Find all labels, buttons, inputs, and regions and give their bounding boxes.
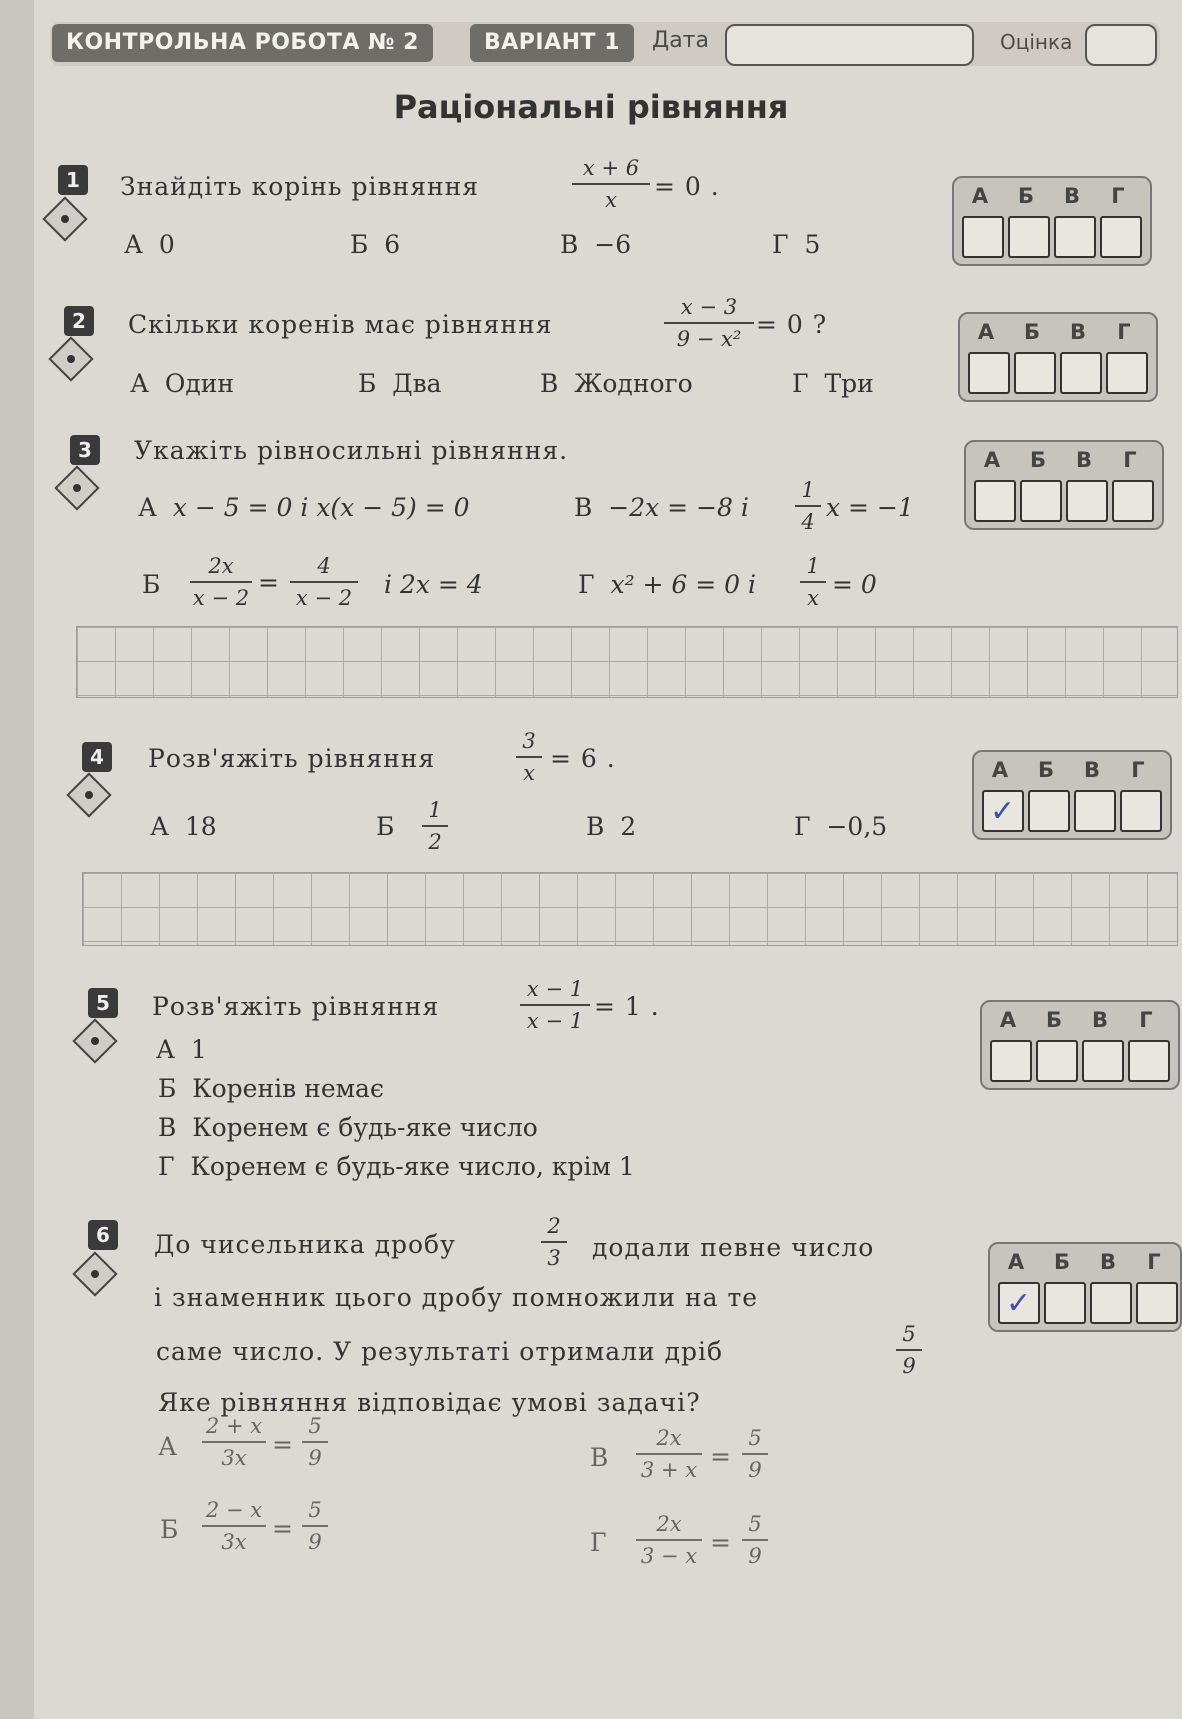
option-tail: x = −1 [826,493,914,522]
option-value: −0,5 [826,812,888,841]
option-letter: Г [578,570,595,599]
answer-box[interactable] [968,352,1010,394]
grade-label: Оцінка [1000,30,1073,54]
fraction-numerator: 2 [547,1214,561,1238]
answer-box[interactable] [962,216,1004,258]
answer-box[interactable] [1008,216,1050,258]
answer-letter: Г [1131,758,1145,782]
answer-letter: Б [1023,320,1040,344]
option-letter: А [158,1432,177,1461]
option-value: 5 [804,230,821,259]
option-letter: Г [794,812,811,841]
answer-box[interactable] [1112,480,1154,522]
checkmark-icon: ✓ [990,794,1016,829]
fraction-denominator: x [605,188,617,212]
option-letter: А [138,493,157,522]
answer-box[interactable] [1082,1040,1124,1082]
test-label: КОНТРОЛЬНА РОБОТА № 2 [52,24,433,62]
fraction-numerator: 2 − x [205,1498,263,1522]
question-text: Розв'яжіть рівняння [152,992,440,1021]
answer-grid [964,440,1164,530]
answer-letter: Б [1045,1008,1062,1032]
fraction-denominator: 9 [748,1544,762,1568]
fraction [795,476,821,536]
question-text-line: додали певне число [592,1233,875,1262]
option-letter: В [590,1443,609,1472]
answer-grid [980,1000,1180,1090]
fraction-numerator: 4 [317,554,331,578]
option-letter: В [158,1113,177,1142]
fraction-denominator: 3 [547,1246,561,1270]
fraction-numerator: 2 + x [205,1414,263,1438]
equation-tail: = 0 . [654,172,720,201]
fraction-numerator: 3 [522,729,536,753]
option-letter: Б [158,1074,177,1103]
checkmark-icon: ✓ [1006,1286,1032,1321]
answer-box[interactable] [990,1040,1032,1082]
answer-box[interactable] [1028,790,1070,832]
equation-tail: = 0 ? [756,310,828,339]
option-letter: Б [376,812,395,841]
option-letter: Г [772,230,789,259]
answer-box[interactable] [982,790,1024,832]
answer-box[interactable] [998,1282,1040,1324]
question-number-badge: 1 [58,165,88,195]
question-text: Розв'яжіть рівняння [148,744,436,773]
answer-letter: В [1099,1250,1116,1274]
fraction-numerator: 5 [308,1414,322,1438]
answer-letter: В [1091,1008,1108,1032]
option-value: −2x = −8 і [608,493,749,522]
fraction-denominator: 3x [221,1530,247,1554]
answer-box[interactable] [1060,352,1102,394]
option-letter: А [156,1035,175,1064]
fraction [636,1510,702,1570]
option-letter: Б [142,570,161,599]
work-grid[interactable] [76,626,1178,698]
answer-letter: А [999,1008,1017,1032]
fraction [541,1212,567,1272]
answer-box[interactable] [974,480,1016,522]
answer-box[interactable] [1136,1282,1178,1324]
fraction [302,1412,328,1472]
option-letter: В [586,812,605,841]
answer-box[interactable] [1036,1040,1078,1082]
answer-letter: А [977,320,995,344]
question-number-badge: 4 [82,742,112,772]
answer-box[interactable] [1074,790,1116,832]
option-letter: А [124,230,143,259]
option-letter: Б [350,230,369,259]
fraction-denominator: x − 1 [526,1009,584,1033]
option-value: Один [164,369,235,398]
page-title: Раціональні рівняння [393,88,789,126]
answer-grid [972,750,1172,840]
answer-letter: Б [1053,1250,1070,1274]
fraction [290,552,358,612]
answer-letter: Г [1123,448,1137,472]
answer-letter: В [1069,320,1086,344]
fraction-numerator: 5 [748,1512,762,1536]
date-label: Дата [652,28,709,53]
fraction-numerator: 1 [806,554,820,578]
fraction-denominator: 9 [308,1446,322,1470]
option-tail: і 2x = 4 [384,570,483,599]
answer-box[interactable] [1066,480,1108,522]
fraction-denominator: x [807,586,819,610]
fraction [302,1496,328,1556]
fraction [572,154,650,214]
option-value: Коренем є будь-яке число, крім 1 [190,1152,635,1181]
question-text: Скільки коренів має рівняння [128,310,553,339]
fraction-numerator: 5 [748,1426,762,1450]
fraction-denominator: 3 − x [640,1544,698,1568]
question-number-badge: 3 [70,435,100,465]
fraction-denominator: 9 − x² [676,327,742,351]
answer-letter: Б [1037,758,1054,782]
fraction [520,975,590,1035]
answer-box[interactable] [1120,790,1162,832]
fraction-denominator: 9 [308,1530,322,1554]
answer-grid [952,176,1152,266]
option-letter: Г [158,1152,175,1181]
fraction [742,1510,768,1570]
option-letter: Б [160,1515,179,1544]
fraction [190,552,252,612]
answer-box[interactable] [1054,216,1096,258]
option-value: 1 [190,1035,207,1064]
option-value: 0 [158,230,175,259]
fraction-numerator: 2x [656,1512,682,1536]
fraction-denominator: 9 [748,1458,762,1482]
grade-field[interactable] [1085,24,1157,66]
fraction [516,727,542,787]
fraction [742,1424,768,1484]
equals-sign: = [258,568,279,597]
equation-tail: = 6 . [550,744,616,773]
option-letter: А [130,369,149,398]
fraction-numerator: x − 1 [526,977,584,1001]
answer-letter: Г [1117,320,1131,344]
answer-letter: Б [1029,448,1046,472]
option-letter: В [560,230,579,259]
answer-letter: В [1075,448,1092,472]
option-value: −6 [594,230,632,259]
fraction-numerator: 1 [428,798,442,822]
question-text-line: саме число. У результаті отримали дріб [156,1337,724,1366]
option-value: 18 [184,812,217,841]
answer-letter: В [1083,758,1100,782]
date-field[interactable] [725,24,974,66]
option-letter: Г [792,369,809,398]
option-value: x − 5 = 0 і x(x − 5) = 0 [172,493,470,522]
fraction-denominator: 4 [801,510,815,534]
question-number-badge: 5 [88,988,118,1018]
option-value: 6 [384,230,401,259]
option-letter: Г [590,1528,607,1557]
answer-box[interactable] [1020,480,1062,522]
answer-letter: А [971,184,989,208]
answer-letter: А [991,758,1009,782]
option-tail: = 0 [832,570,877,599]
answer-grid [988,1242,1182,1332]
answer-letter: Г [1139,1008,1153,1032]
variant-label: ВАРІАНТ 1 [470,24,634,62]
fraction-numerator: 5 [308,1498,322,1522]
fraction [636,1424,702,1484]
fraction-numerator: x + 6 [582,156,640,180]
fraction-denominator: x [523,761,535,785]
fraction [800,552,826,612]
option-letter: Б [358,369,377,398]
question-text: Укажіть рівносильні рівняння. [134,436,569,465]
fraction-numerator: 2x [656,1426,682,1450]
option-value: 2 [620,812,637,841]
fraction-denominator: 3x [221,1446,247,1470]
fraction-numerator: x − 3 [680,295,738,319]
answer-box[interactable] [1090,1282,1132,1324]
answer-letter: Г [1147,1250,1161,1274]
question-text: Знайдіть корінь рівняння [120,172,480,201]
fraction-numerator: 5 [902,1322,916,1346]
question-text-line: Яке рівняння відповідає умові задачі? [158,1388,701,1417]
answer-box[interactable] [1128,1040,1170,1082]
fraction-numerator: 1 [801,478,815,502]
question-number-badge: 2 [64,306,94,336]
question-number-badge: 6 [88,1220,118,1250]
fraction [202,1412,266,1472]
fraction-numerator: 2x [208,554,234,578]
option-letter: А [150,812,169,841]
option-value: Жодного [574,369,693,398]
option-value: Два [392,369,442,398]
fraction [202,1496,266,1556]
fraction-denominator: 2 [428,830,442,854]
equation-tail: = 1 . [594,992,660,1021]
option-letter: В [574,493,593,522]
fraction-denominator: 3 + x [640,1458,698,1482]
answer-box[interactable] [1014,352,1056,394]
option-value: Три [824,369,874,398]
answer-grid [958,312,1158,402]
option-value: Коренем є будь-яке число [192,1113,538,1142]
option-value: Коренів немає [192,1074,384,1103]
option-value: x² + 6 = 0 і [610,570,757,599]
answer-letter: В [1063,184,1080,208]
answer-letter: А [983,448,1001,472]
fraction [664,293,754,353]
fraction-denominator: 9 [902,1354,916,1378]
answer-letter: А [1007,1250,1025,1274]
answer-letter: Б [1017,184,1034,208]
fraction-denominator: x − 2 [192,586,250,610]
fraction [422,796,448,856]
fraction-denominator: x − 2 [295,586,353,610]
question-text-line: і знаменник цього дробу помножили на те [154,1283,759,1312]
option-letter: В [540,369,559,398]
answer-box[interactable] [1100,216,1142,258]
fraction [896,1320,922,1380]
work-grid[interactable] [82,872,1178,946]
question-text-line: До чисельника дробу [154,1230,456,1259]
answer-box[interactable] [1106,352,1148,394]
answer-letter: Г [1111,184,1125,208]
answer-box[interactable] [1044,1282,1086,1324]
